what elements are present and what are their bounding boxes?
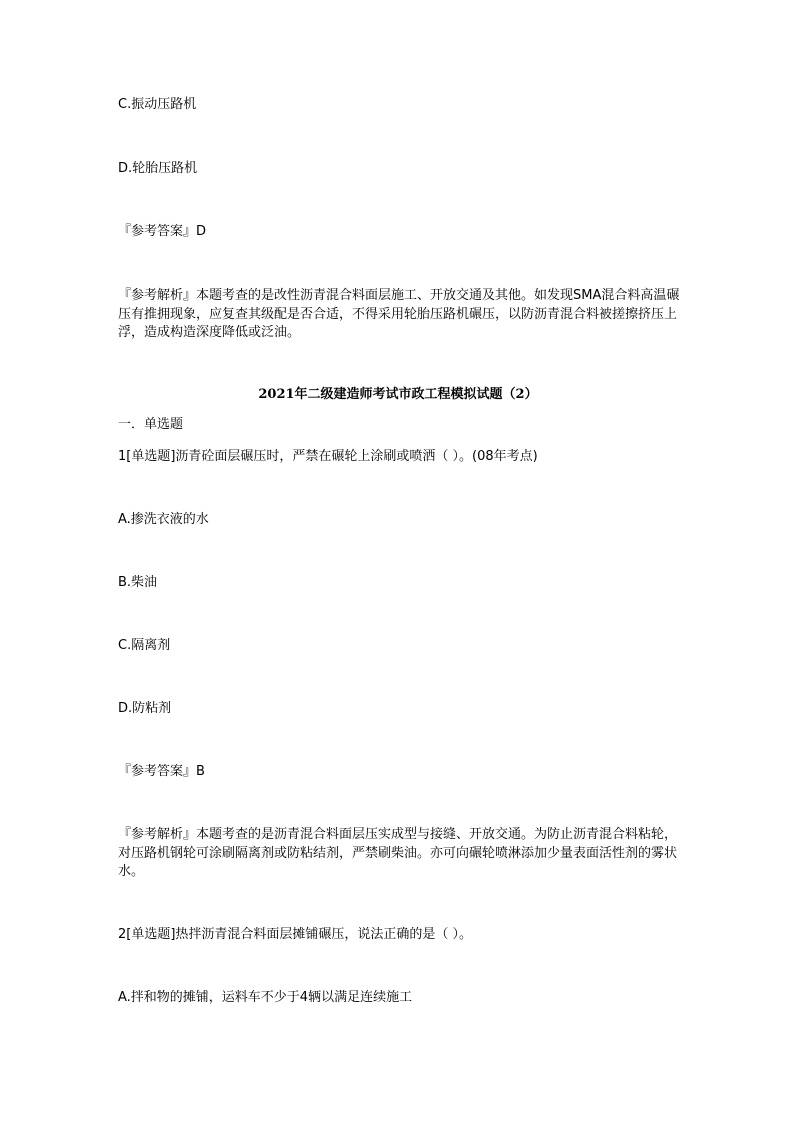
option-c: C.振动压路机 [118,97,197,112]
question-1-analysis: 『参考解析』本题考查的是沥青混合料面层压实成型与接缝、开放交通。为防止沥青混合料粘轮，对压路机钢轮可涂刷隔离剂或防粘结剂，严禁刷柴油。亦可向碾轮喷淋添加少量表面活性剂的雾状水。 [118,827,678,879]
question-1-stem: 1[单选题]沥青砼面层碾压时，严禁在碾轮上涂刷或喷洒（ ）。(08年考点) [118,449,538,464]
question-2-stem: 2[单选题]热拌沥青混合料面层摊铺碾压，说法正确的是（ ）。 [118,927,473,942]
question-1-option-d: D.防粘剂 [118,701,172,716]
reference-answer: 『参考答案』D [118,224,207,239]
question-1-answer: 『参考答案』B [118,764,205,779]
reference-analysis: 『参考解析』本题考查的是改性沥青混合料面层施工、开放交通及其他。如发现SMA混合料高温碾压有推拥现象，应复查其级配是否合适，不得采用轮胎压路机碾压，以防沥青混合料被搓擦挤压上浮，造成构造深度降低或泛油。 [118,288,680,340]
question-1-option-b: B.柴油 [118,575,158,590]
section-title: 2021年二级建造师考试市政工程模拟试题（2） [258,387,538,402]
section-heading: 一．单选题 [118,417,184,432]
question-2-option-a: A.拌和物的摊铺，运料车不少于4辆以满足连续施工 [118,990,413,1005]
question-1-option-a: A.掺洗衣液的水 [118,512,209,527]
question-1-option-c: C.隔离剂 [118,638,171,653]
option-d: D.轮胎压路机 [118,161,198,176]
